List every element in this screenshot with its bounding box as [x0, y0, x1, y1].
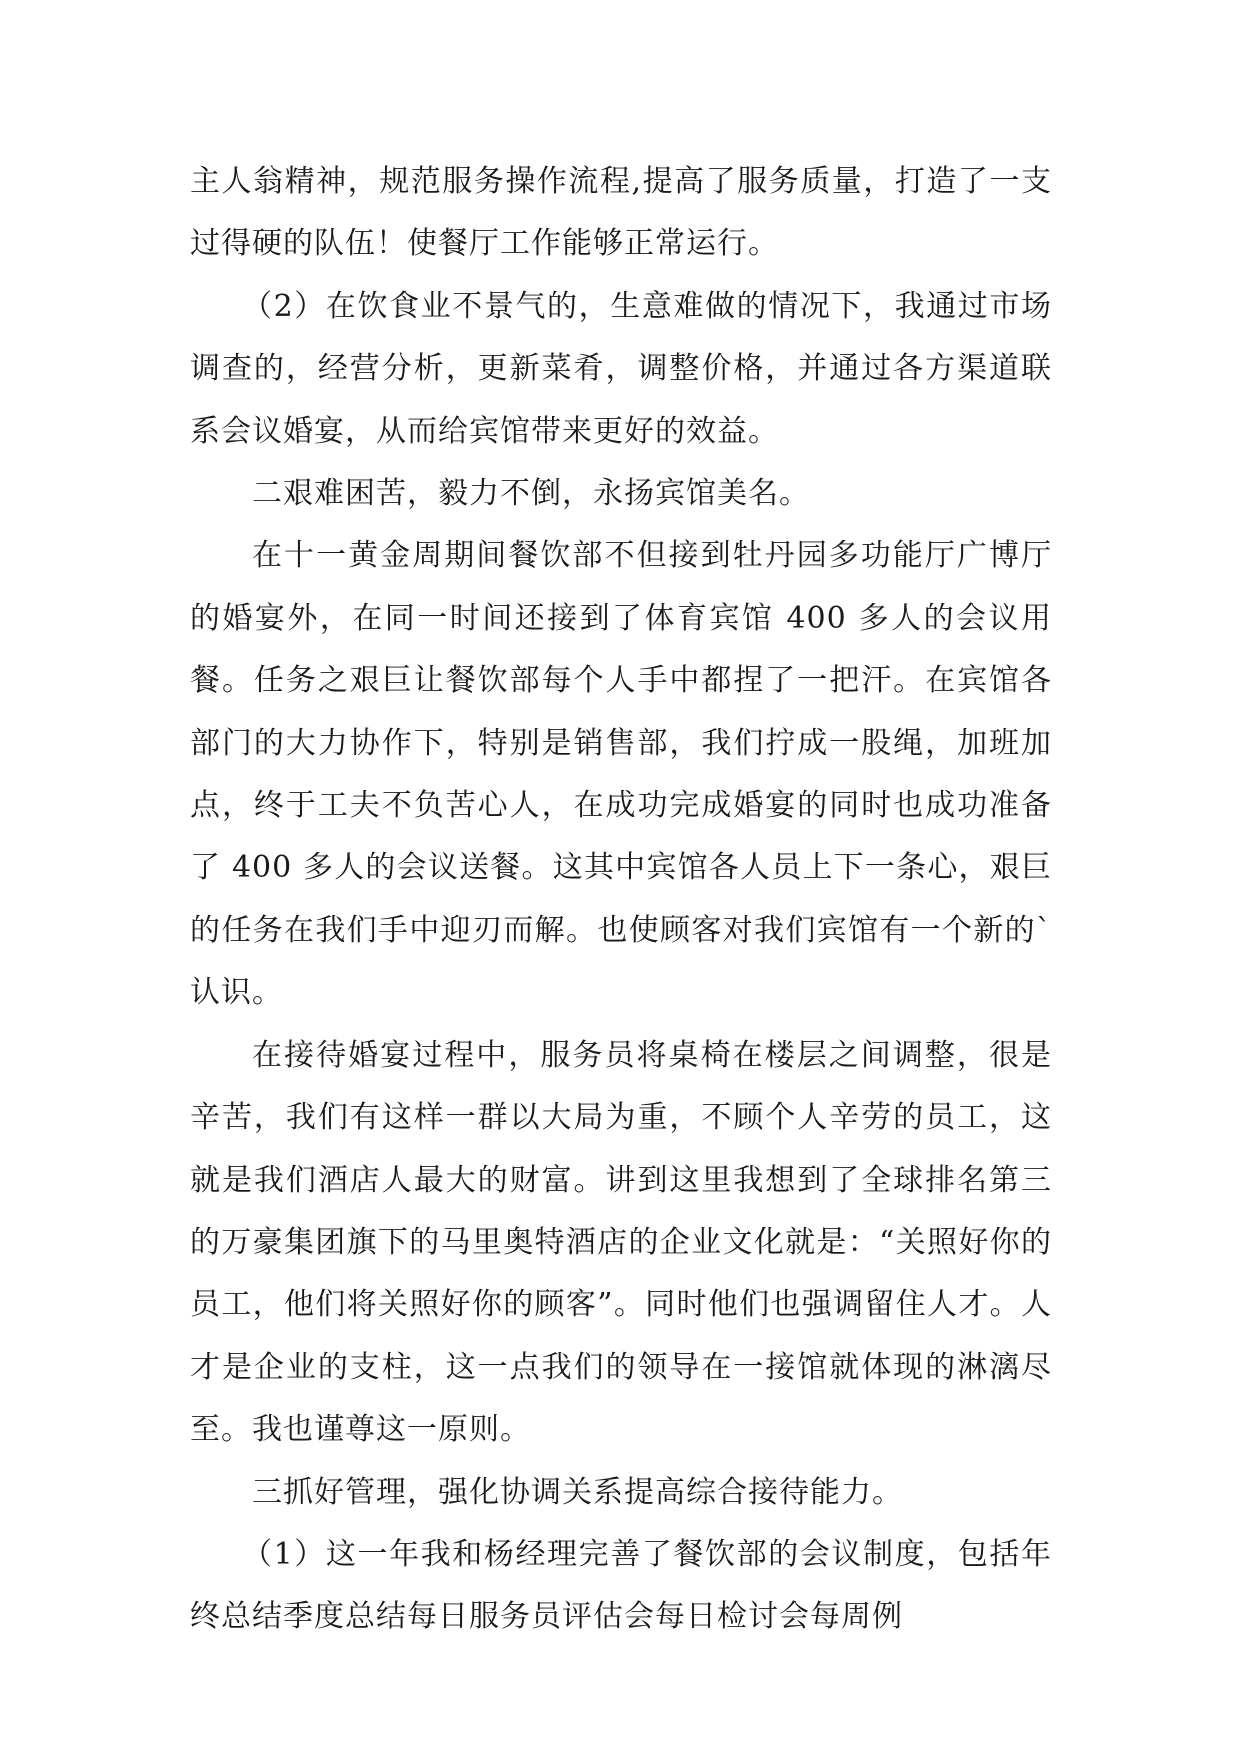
document-body: [190, 151, 1052, 1649]
section-heading-2: 二艰难困苦，毅力不倒，永扬宾馆美名。: [252, 476, 810, 512]
paragraph-golden-week: 在十一黄金周期间餐饮部不但接到牡丹园多功能厅广博厅的婚宴外，在同一时间还接到了体育宾馆 400 多人的会议用餐。任务之艰巨让餐饮部每个人手中都捏了一把汗。在宾馆各部门的大力协作下，特别是销售部，我们拧成一股绳，加班加点，终于工夫不负苦心人，在成功完成婚宴的同时也成功准备了 400 多人的会议送餐。这其中宾馆各人员上下一条心，艰巨的任务在我们手中迎刃而解。也使顾客对我们宾馆有一个新的`认识。: [190, 538, 1052, 1011]
paragraph-continuation: 主人翁精神，规范服务操作流程,提高了服务质量，打造了一支过得硬的队伍！使餐厅工作能够正常运行。: [190, 164, 1052, 262]
section-heading-3: 三抓好管理，强化协调关系提高综合接待能力。: [252, 1474, 903, 1510]
paragraph-staff: 在接待婚宴过程中，服务员将桌椅在楼层之间调整，很是辛苦，我们有这样一群以大局为重，不顾个人辛劳的员工，这就是我们酒店人最大的财富。讲到这里我想到了全球排名第三的万豪集团旗下的马里奥特酒店的企业文化就是：“关照好你的员工，他们将关照好你的顾客”。同时他们也强调留住人才。人才是企业的支柱，这一点我们的领导在一接馆就体现的淋漓尽至。我也谨尊这一原则。: [190, 1037, 1052, 1448]
paragraph-item-1: （1）这一年我和杨经理完善了餐饮部的会议制度，包括年终总结季度总结每日服务员评估会每日检讨会每周例: [190, 1536, 1052, 1635]
paragraph-item-2: （2）在饮食业不景气的，生意难做的情况下，我通过市场调查的，经营分析，更新菜肴，调整价格，并通过各方渠道联系会议婚宴，从而给宾馆带来更好的效益。: [190, 288, 1052, 449]
